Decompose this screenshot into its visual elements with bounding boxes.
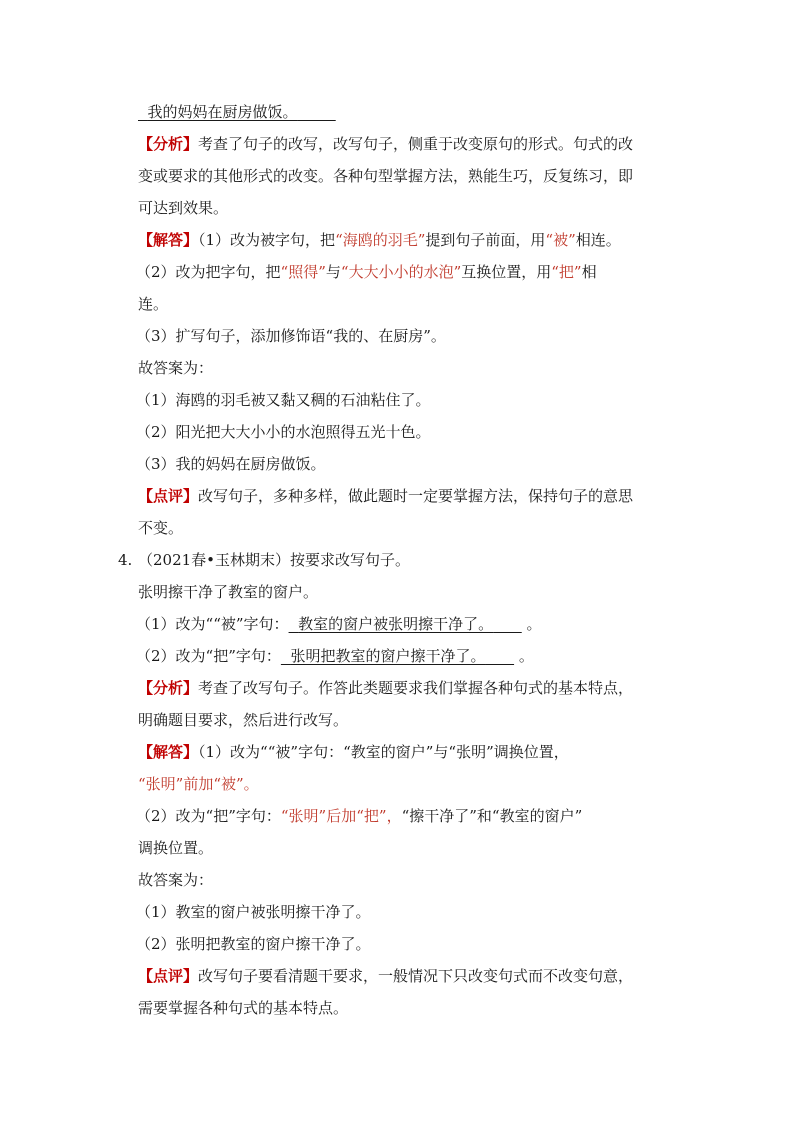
q4-answer-line-3: （2）改为“把”字句：“张明”后加“把”，“擦干净了”和“教室的窗户” (136, 807, 583, 825)
q3-answer-line-2: （2）改为把字句，把“照得”与“大大小小的水泡”互换位置，用“把”相 (136, 263, 597, 281)
q3-analysis-line-1: 【分析】考查了句子的改写，改写句子，侧重于改变原句的形式。句式的改 (138, 135, 634, 153)
q4-number: 4. (118, 551, 133, 569)
q3-analysis-line-3: 可达到效果。 (138, 199, 229, 217)
top-answer-line (138, 102, 336, 122)
q4-final-2: （2）张明把教室的窗户擦干净了。 (136, 935, 371, 953)
q4-answer-line-4: 调换位置。 (138, 839, 214, 857)
analysis-tag: 【分析】 (138, 135, 199, 153)
q3-final-2: （2）阳光把大大小小的水泡照得五光十色。 (136, 423, 431, 441)
q3-analysis-line-2: 变或要求的其他形式的改变。各种句型掌握方法，熟能生巧，反复练习，即 (138, 167, 634, 185)
q4-sub1: （1）改为““被”字句： 教室的窗户被张明擦干净了。 。 (136, 615, 542, 633)
q3-comment-line-2: 不变。 (138, 519, 184, 537)
top-answer: 我的妈妈在厨房做饭。 (147, 103, 298, 121)
q3-answer-line-1: 【解答】（1）改为被字句，把“海鸥的羽毛”提到句子前面，用“被”相连。 (138, 231, 621, 249)
q4-answer-line-2: “张明”前加“被”。 (138, 775, 259, 793)
q3-final-1: （1）海鸥的羽毛被又黏又稠的石油粘住了。 (136, 391, 431, 409)
sub1-answer-blank: 教室的窗户被张明擦干净了。 (298, 615, 494, 633)
analysis-tag: 【分析】 (138, 679, 199, 697)
comment-tag: 【点评】 (138, 967, 199, 985)
q4-sub2: （2）改为“把”字句： 张明把教室的窗户擦干净了。 。 (136, 647, 534, 665)
answer-tag: 【解答】 (138, 743, 199, 761)
q4-final-1: （1）教室的窗户被张明擦干净了。 (136, 903, 371, 921)
q3-final-3: （3）我的妈妈在厨房做饭。 (136, 455, 326, 473)
q3-comment-line-1: 【点评】改写句子，多种多样，做此题时一定要掌握方法，保持句子的意思 (138, 487, 634, 505)
q4-analysis-line-1: 【分析】考查了改写句子。作答此类题要求我们掌握各种句式的基本特点， (138, 679, 634, 697)
sub2-answer-blank: 张明把教室的窗户擦干净了。 (290, 647, 486, 665)
q4-comment-line-1: 【点评】改写句子要看清题干要求，一般情况下只改变句式而不改变句意， (138, 967, 634, 985)
q3-answer-line-4: （3）扩写句子，添加修饰语“我的、在厨房”。 (136, 327, 446, 345)
q4-final-label: 故答案为： (138, 871, 214, 889)
q4-title: （2021春•玉林期末）按要求改写句子。 (138, 551, 411, 569)
q3-answer-line-3: 连。 (138, 295, 169, 313)
q4-answer-line-1: 【解答】（1）改为““被”字句：“教室的窗户”与“张明”调换位置， (138, 743, 569, 761)
q4-comment-line-2: 需要掌握各种句式的基本特点。 (138, 999, 349, 1017)
q4-analysis-line-2: 明确题目要求，然后进行改写。 (138, 711, 349, 729)
q3-final-label: 故答案为： (138, 359, 214, 377)
comment-tag: 【点评】 (138, 487, 199, 505)
answer-tag: 【解答】 (138, 231, 199, 249)
q4-sentence: 张明擦干净了教室的窗户。 (138, 583, 319, 601)
